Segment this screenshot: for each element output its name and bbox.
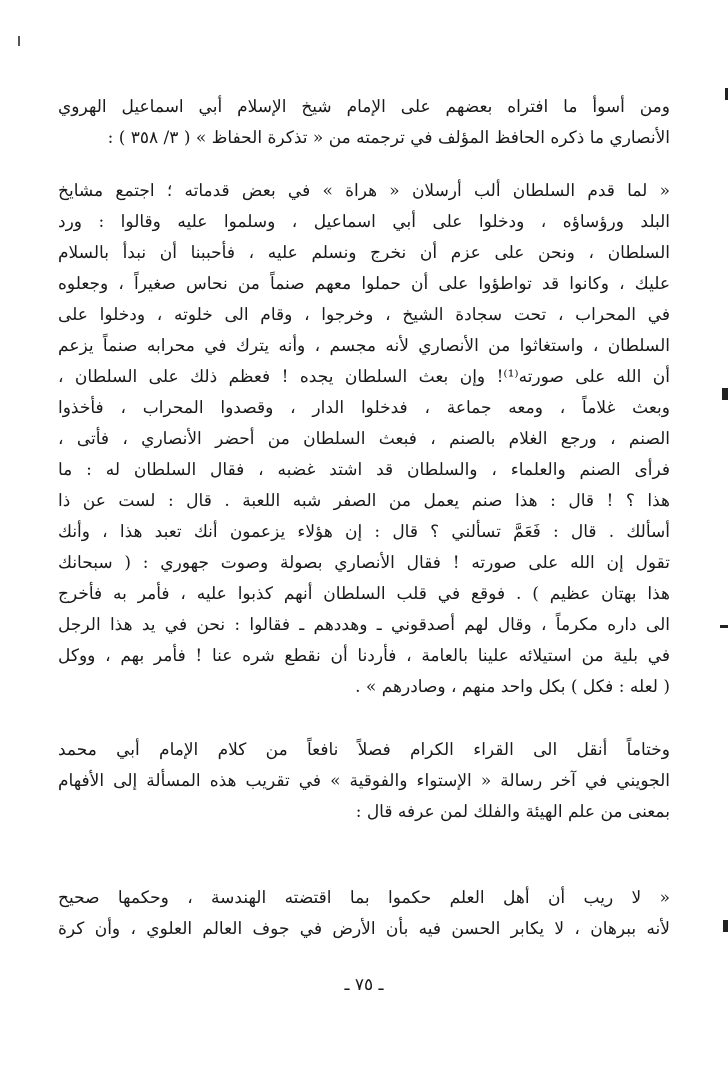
scan-mark [722, 388, 728, 400]
text-line: أسألك . قال : فَعَمَّ تسألني ؟ قال : إن هؤلاء يزعمون أنك تعبد هذا ، وأنك [58, 522, 670, 542]
text-line: فرأى الصنم والعلماء ، والسلطان قد اشتد غضبه ، فقال السلطان له : ما [58, 460, 670, 480]
text-line: « لا ريب أن أهل العلم حكموا بما اقتضته الهندسة ، وحكمها صحيح [58, 888, 670, 908]
text-line: السلطان ، واستغاثوا من الأنصاري لأنه مجسم ، وأنه يترك في محرابه صنماً يزعم [58, 336, 670, 356]
text-line: هذا بهتان عظيم ) . فوقع في قلب السلطان أنهم كذبوا عليه ، فأمر به فأخرج [58, 584, 670, 604]
text-line: ( لعله : فكل ) بكل واحد منهم ، وصادرهم » . [355, 677, 670, 697]
scan-mark [18, 36, 20, 46]
text-line: في بلية من استيلائه علينا بالعامة ، فأردنا أن نقطع شره عنا ! فأمر بهم ، ووكل [58, 646, 670, 666]
text-line: عليك ، وكانوا قد تواطؤوا على أن حملوا معهم صنماً من نحاس صغيراً ، وجعلوه [58, 274, 670, 294]
page-number: ـ ٧٥ ـ [344, 975, 384, 995]
text-line: وبعث غلاماً ، ومعه جماعة ، فدخلوا الدار ، وقصدوا المحراب ، فأخذوا [58, 398, 670, 418]
text-line: في المحراب ، تحت سجادة الشيخ ، وخرجوا ، وقام الى خلوته ، ودخلوا على [58, 305, 670, 325]
scan-mark [723, 920, 728, 932]
text-line: البلد ورؤساؤه ، ودخلوا على أبي اسماعيل ، وسلموا عليه وقالوا : ورد [58, 212, 670, 232]
paragraph-quote [58, 176, 670, 703]
text-line: الأنصاري ما ذكره الحافظ المؤلف في ترجمته من « تذكرة الحفاظ » ( ٣/ ٣٥٨ ) : [107, 128, 670, 148]
text-line: الجويني في آخر رسالة « الإستواء والفوقية » في تقريب هذه المسألة إلى الأفهام [58, 771, 670, 791]
text-line: تقول إن الله على صورته ! فقال الأنصاري بصولة وصوت جهوري : ( سبحانك [58, 553, 670, 573]
text-line: هذا ؟ ! قال : هذا صنم يعمل من الصفر شبه اللعبة . قال : لست عن ذا [58, 491, 670, 511]
text-line: « لما قدم السلطان ألب أرسلان « هراة » في بعض قدماته ؛ اجتمع مشايخ [58, 181, 670, 201]
text-line: السلطان ، ونحن على عزم أن نخرج ونسلم عليه ، فأحببنا أن نبدأ بالسلام [58, 243, 670, 263]
paragraph-juwayni-quote [58, 883, 670, 945]
text-line: لأنه ببرهان ، لا يكابر الحسن فيه بأن الأرض في جوف العالم العلوي ، وأن كرة [58, 919, 670, 939]
scan-mark [720, 625, 728, 628]
text-line: أن الله على صورته⁽¹⁾! وإن بعث السلطان يجده ! فعظم ذلك على السلطان ، [58, 367, 670, 387]
text-line: ومن أسوأ ما افتراه بعضهم على الإمام شيخ الإسلام أبي اسماعيل الهروي [58, 97, 670, 117]
text-line: بمعنى من علم الهيئة والفلك لمن عرفه قال : [355, 802, 670, 822]
text-line: الى داره مكرماً ، وقال لهم أصدقوني ـ وهددهم ـ فقالوا : نحن في يد هذا الرجل [58, 615, 670, 635]
text-line: وختاماً أنقل الى القراء الكرام فصلاً نافعاً من كلام الإمام أبي محمد [58, 740, 670, 760]
paragraph-closing [58, 735, 670, 828]
text-line: الصنم ، ورجع الغلام بالصنم ، فبعث السلطان من أحضر الأنصاري ، فأتى ، [58, 429, 670, 449]
paragraph-intro [58, 92, 670, 154]
